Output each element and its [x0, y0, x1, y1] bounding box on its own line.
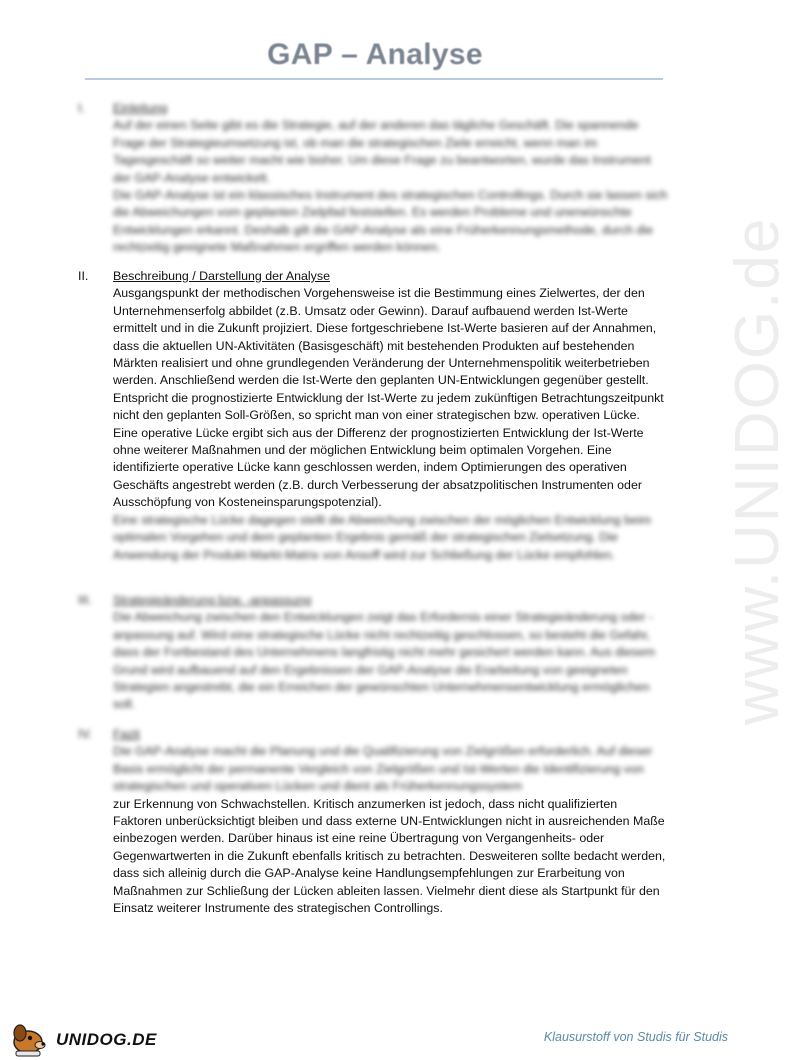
section-body — [113, 100, 668, 257]
page-title: GAP – Analyse — [267, 38, 483, 71]
section-number: IV. — [78, 727, 93, 741]
section-strategieaenderung — [78, 592, 668, 714]
paragraph: Eine operative Lücke ergibt sich aus der Differenz der prognostizierten Entwicklung der Ist-Werte ohne weiterer Maßnahmen und der möglichen Entwicklung beim optimalen Vorgehen. Eine identifizierte operative Lücke kann geschlossen werden, indem Optimierungen des operativen Geschäfts angestrebt werden (z.B. durch Verbesserung der absatzpolitischen Instrumenten oder Ausschöpfung von Kosteneinsparungspotenzial). — [113, 425, 644, 510]
title-rule — [85, 78, 663, 80]
paragraph: Auf der einen Seite gibt es die Strategie, auf der anderen das tägliche Geschäft. Die spannende Frage der Strategieumsetzung ist, ob man die strategischen Ziele erreicht, wenn man im Tagesgeschäft so weiter macht wie bisher. Um diese Frage zu beantworten, wurde das Instrument der GAP-Analyse entwickelt. — [113, 118, 651, 185]
paragraph-blurred: Die GAP-Analyse macht die Planung und die Qualifizierung von Zielgrößen erforderlich. Auf dieser Basis ermöglicht der permanente Vergleich von Zielgrößen und Ist-Werten die Identifizierung von strategischen und operativen Lücken und dient als Früherkennungssystem — [113, 744, 653, 794]
section-body — [113, 268, 668, 564]
paragraph: Die Abweichung zwischen den Entwicklungen zeigt das Erfordernis einer Strategieänderung oder -anpassung auf. Wird eine strategische Lücke nicht rechtzeitig geschlossen, so besteht die Gefahr, dass der Fortbestand des Unternehmens langfristig nicht mehr gesichert werden kann. Aus diesem Grund wird aufbauend auf den Ergebnissen der GAP-Analyse die Erarbeitung von geeigneten Strategien angestrebt, die ein Erreichen der gewünschten Unternehmensentwicklung ermöglichen soll. — [113, 610, 656, 712]
watermark-text: www.UNIDOG.de — [723, 216, 792, 725]
footer-tagline: Klausurstoff von Studis für Studis — [543, 1030, 728, 1044]
footer-logo — [8, 1018, 178, 1058]
section-heading: Strategieänderung bzw. -anpassung — [113, 593, 312, 607]
section-body — [113, 726, 668, 917]
paragraph-blurred: Eine strategische Lücke dagegen stellt die Abweichung zwischen der möglichen Entwicklung beim optimalen Vorgehen und dem geplanten Ergebnis gemäß der strategischen Zielsetzung. Die Anwendung der Produkt-Markt-Matrix von Ansoff wird zur Schließung der Lücke empfohlen. — [113, 512, 651, 562]
section-heading: Fazit — [113, 727, 140, 741]
section-einleitung — [78, 100, 668, 257]
section-number: II. — [78, 269, 89, 283]
paragraph: zur Erkennung von Schwachstellen. Kritisch anzumerken ist jedoch, dass nicht qualifizierten Faktoren unberücksichtigt bleiben und dass externe UN-Entwicklungen nicht in ausreichenden Maße einbezogen werden. Darüber hinaus ist eine reine Übertragung von Vergangenheits- oder Gegenwartwerten in die Zukunft ebenfalls kritisch zu betrachten. Desweiteren sollte bedacht werden, dass sich alleinig durch die GAP-Analyse keine Handlungsempfehlungen zur Erarbeitung von Maßnahmen zur Schließung der Lücken ableiten lassen. Vielmehr dient diese als Startpunkt für den Einsatz weiterer Instrumente des strategischen Controllings. — [113, 796, 666, 916]
section-heading: Einleitung — [113, 101, 168, 115]
section-heading: Beschreibung / Darstellung der Analyse — [113, 269, 330, 283]
section-number: III. — [78, 593, 92, 607]
section-beschreibung — [78, 268, 668, 564]
dog-icon — [8, 1018, 54, 1058]
paragraph: Ausgangspunkt der methodischen Vorgehensweise ist die Bestimmung eines Zielwertes, der den Unternehmenserfolg abbildet (z.B. Umsatz oder Gewinn). Darauf aufbauend werden Ist-Werte ermittelt und in die Zukunft projiziert. Diese fortgeschriebene Ist-Werte basieren auf der Annahmen, dass die aktuellen UN-Aktivitäten (Basisgeschäft) mit bestehenden Produkten auf bestehenden Märkten realisiert und ohne grundlegenden Veränderung der Unternehmenspolitik weiterbetrieben werden. Anschließend werden die Ist-Werte den geplanten UN-Entwicklungen gegenüber gestellt. Entspricht die prognostizierte Entwicklung der Ist-Werte zu jedem zukünftigen Betrachtungszeitpunkt nicht den geplanten Soll-Größen, so spricht man von einer strategischen bzw. operativen Lücke. — [113, 286, 664, 423]
paragraph: Die GAP-Analyse ist ein klassisches Instrument des strategischen Controllings. Durch sie lassen sich die Abweichungen vom geplanten Zielpfad feststellen. Es werden Probleme und unerwünschte Entwicklungen erkannt. Deshalb gilt die GAP-Analyse als eine Früherkennungsmethode, durch die rechtzeitig geeignete Maßnahmen ergriffen werden können. — [113, 188, 668, 255]
logo-text: UNIDOG.DE — [56, 1030, 157, 1049]
section-number: I. — [78, 101, 85, 115]
section-fazit — [78, 726, 668, 917]
section-body — [113, 592, 668, 714]
